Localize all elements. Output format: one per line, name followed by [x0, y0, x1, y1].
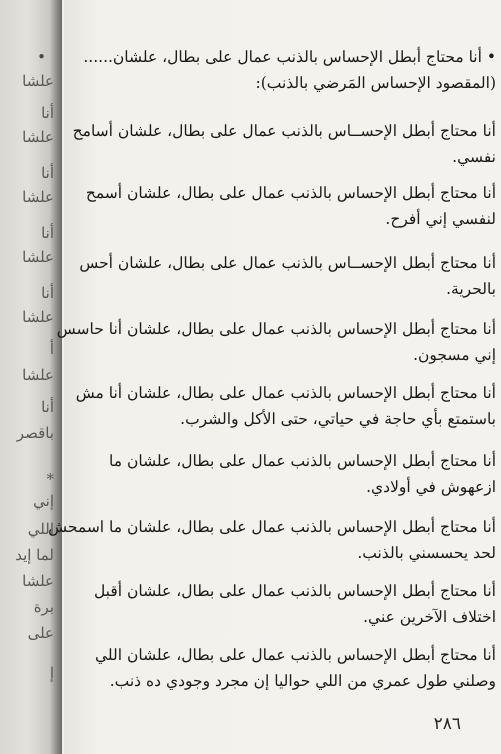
paragraph-line: أنا محتاج أبطل الإحساس بالذنب عمال على بطال، علشان ما اسمحش	[48, 518, 496, 536]
paragraph-line: اختلاف الآخرين عني.	[363, 608, 496, 626]
paragraph-line: أنا محتاج أبطل الإحساس بالذنب عمال على بطال، علشان أنا مش	[75, 384, 496, 402]
paragraph-line: • أنا محتاج أبطل الإحساس بالذنب عمال على بطال، علشان......	[83, 48, 496, 66]
intro-paragraph	[83, 44, 496, 96]
paragraph-line: أنا محتاج أبطل الإحساس بالذنب عمال على بطال، علشان أقبل	[93, 582, 496, 600]
gutter-fragment: أنا	[41, 164, 54, 182]
gutter-fragment: أنا	[41, 284, 54, 302]
gutter-bullet: •	[37, 48, 46, 66]
statement-paragraph	[94, 642, 496, 694]
page-number: ٢٨٦	[433, 714, 461, 734]
gutter-fragment: علشا	[22, 572, 54, 590]
statement-paragraph	[75, 380, 496, 432]
paragraph-line: نفسي.	[452, 148, 496, 166]
gutter-fragment: علشا	[22, 248, 54, 266]
gutter-fragment: *	[46, 470, 54, 488]
gutter-fragment: أنا	[41, 224, 54, 242]
paragraph-line: بالحرية.	[446, 280, 496, 298]
gutter-fragment: أ	[49, 340, 54, 358]
book-page	[48, 0, 501, 754]
gutter-fragment: على	[27, 624, 54, 642]
paragraph-line: إني مسجون.	[413, 346, 496, 364]
paragraph-line: أنا محتاج أبطل الإحســاس بالذنب عمال على بطال، علشان أحس	[79, 254, 496, 272]
gutter-fragment: أنا	[41, 398, 54, 416]
gutter-fragment: علشا	[22, 366, 54, 384]
paragraph-line: أنا محتاج أبطل الإحساس بالذنب عمال على بطال، علشان أنا حاسس	[56, 320, 496, 338]
statement-paragraph	[72, 118, 496, 170]
paragraph-line: لنفسي إني أفرح.	[385, 210, 496, 228]
gutter-fragment: علشا	[22, 308, 54, 326]
statement-paragraph	[109, 448, 496, 500]
paragraph-line: باستمتع بأي حاجة في حياتي، حتى الأكل والشرب.	[180, 410, 496, 428]
gutter-fragment: لما إيد	[15, 546, 54, 564]
gutter-fragment: باقصر	[16, 424, 54, 442]
paragraph-line: ازعهوش في أولادي.	[366, 478, 496, 496]
paragraph-line: لحد يحسسني بالذنب.	[357, 544, 496, 562]
statement-paragraph	[79, 250, 496, 302]
gutter-fragment: علشا	[22, 128, 54, 146]
gutter-fragment: أنا	[41, 104, 54, 122]
gutter-fragment: اللي	[27, 520, 54, 538]
gutter-fragment: برة	[33, 598, 54, 616]
gutter-fragment: إ	[49, 664, 54, 682]
paragraph-line: أنا محتاج أبطل الإحساس بالذنب عمال على بطال، علشان أسمح	[85, 184, 496, 202]
paragraph-line: أنا محتاج أبطل الإحســاس بالذنب عمال على بطال، علشان أسامح	[72, 122, 496, 140]
statement-paragraph	[85, 180, 496, 232]
gutter-fragment: علشا	[22, 188, 54, 206]
statement-paragraph	[48, 514, 496, 566]
statement-paragraph	[93, 578, 496, 630]
gutter-fragment: إني	[33, 492, 54, 510]
gutter-fragment: علشا	[22, 72, 54, 90]
paragraph-line: (المقصود الإحساس المَرضي بالذنب):	[255, 74, 496, 92]
statement-paragraph	[56, 316, 496, 368]
paragraph-line: وصلني طول عمري من اللي حواليا إن مجرد وجودي ده ذنب.	[109, 672, 496, 690]
paragraph-line: أنا محتاج أبطل الإحساس بالذنب عمال على بطال، علشان ما	[109, 452, 496, 470]
facing-page-gutter	[0, 0, 62, 754]
paragraph-line: أنا محتاج أبطل الإحساس بالذنب عمال على بطال، علشان اللي	[94, 646, 496, 664]
